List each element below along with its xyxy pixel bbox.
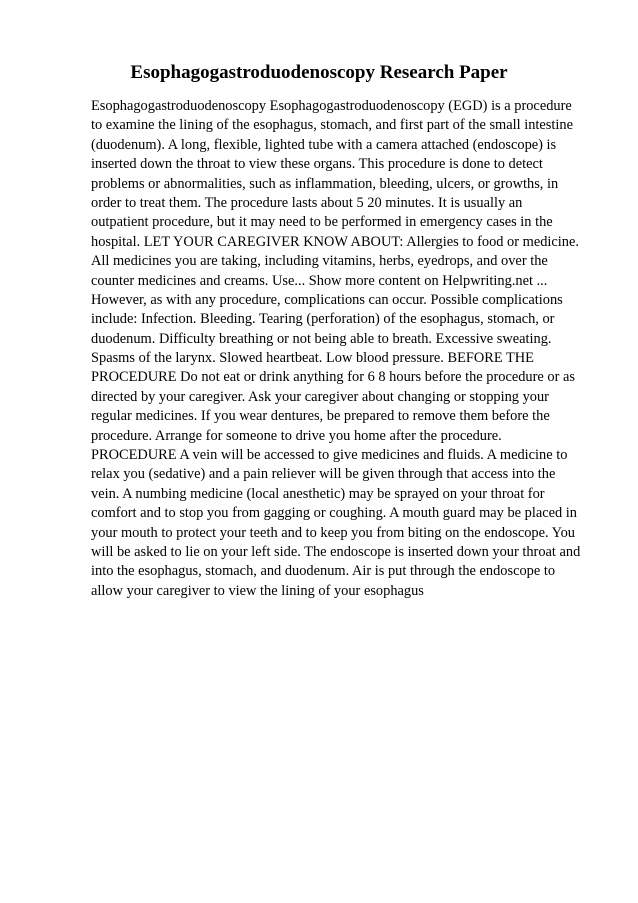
body-line: However, as with any procedure, complications can occur. Possible complications bbox=[91, 291, 563, 308]
body-line: problems or abnormalities, such as inflammation, bleeding, ulcers, or growths, in bbox=[91, 175, 559, 192]
body-line: (duodenum). A long, flexible, lighted tube with a camera attached (endoscope) is bbox=[91, 136, 557, 153]
body-line: duodenum. Difficulty breathing or not being able to breath. Excessive sweating. bbox=[91, 330, 552, 347]
body-line: will be asked to lie on your left side. The endoscope is inserted down your throat and bbox=[91, 543, 581, 560]
page-title: Esophagogastroduodenoscopy Research Paper bbox=[130, 62, 508, 83]
body-line: procedure. Arrange for someone to drive you home after the procedure. bbox=[91, 427, 502, 444]
body-line: Esophagogastroduodenoscopy Esophagogastroduodenoscopy (EGD) is a procedure bbox=[91, 98, 572, 114]
body-line: inserted down the throat to view these organs. This procedure is done to detect bbox=[91, 156, 543, 173]
body-line: order to treat them. The procedure lasts about 5 20 minutes. It is usually an bbox=[91, 194, 523, 211]
body-line: All medicines you are taking, including vitamins, herbs, eyedrops, and over the bbox=[91, 253, 548, 270]
body-line: outpatient procedure, but it may need to be performed in emergency cases in the bbox=[91, 214, 553, 231]
body-line: PROCEDURE Do not eat or drink anything for 6 8 hours before the procedure or as bbox=[91, 369, 575, 386]
body-line: Spasms of the larynx. Slowed heartbeat. Low blood pressure. BEFORE THE bbox=[91, 350, 534, 367]
body-line: to examine the lining of the esophagus, stomach, and first part of the small intestine bbox=[91, 117, 573, 134]
body-line: your mouth to protect your teeth and to keep you from biting on the endoscope. You bbox=[91, 524, 576, 541]
body-text bbox=[91, 97, 581, 601]
body-line: regular medicines. If you wear dentures, be prepared to remove them before the bbox=[91, 408, 550, 425]
body-line: vein. A numbing medicine (local anesthetic) may be sprayed on your throat for bbox=[91, 485, 545, 502]
body-line: PROCEDURE A vein will be accessed to give medicines and fluids. A medicine to bbox=[91, 447, 568, 464]
body-line: comfort and to stop you from gagging or coughing. A mouth guard may be placed in bbox=[91, 505, 577, 522]
body-line: into the esophagus, stomach, and duodenum. Air is put through the endoscope to bbox=[91, 563, 556, 580]
body-line: directed by your caregiver. Ask your caregiver about changing or stopping your bbox=[91, 388, 549, 405]
body-line: allow your caregiver to view the lining of your esophagus bbox=[91, 582, 424, 599]
body-line: hospital. LET YOUR CAREGIVER KNOW ABOUT: Allergies to food or medicine. bbox=[91, 233, 579, 250]
body-line: relax you (sedative) and a pain reliever will be given through that access into the bbox=[91, 466, 556, 483]
body-line: counter medicines and creams. Use... Show more content on Helpwriting.net ... bbox=[91, 272, 548, 289]
body-line: include: Infection. Bleeding. Tearing (perforation) of the esophagus, stomach, or bbox=[91, 311, 555, 328]
